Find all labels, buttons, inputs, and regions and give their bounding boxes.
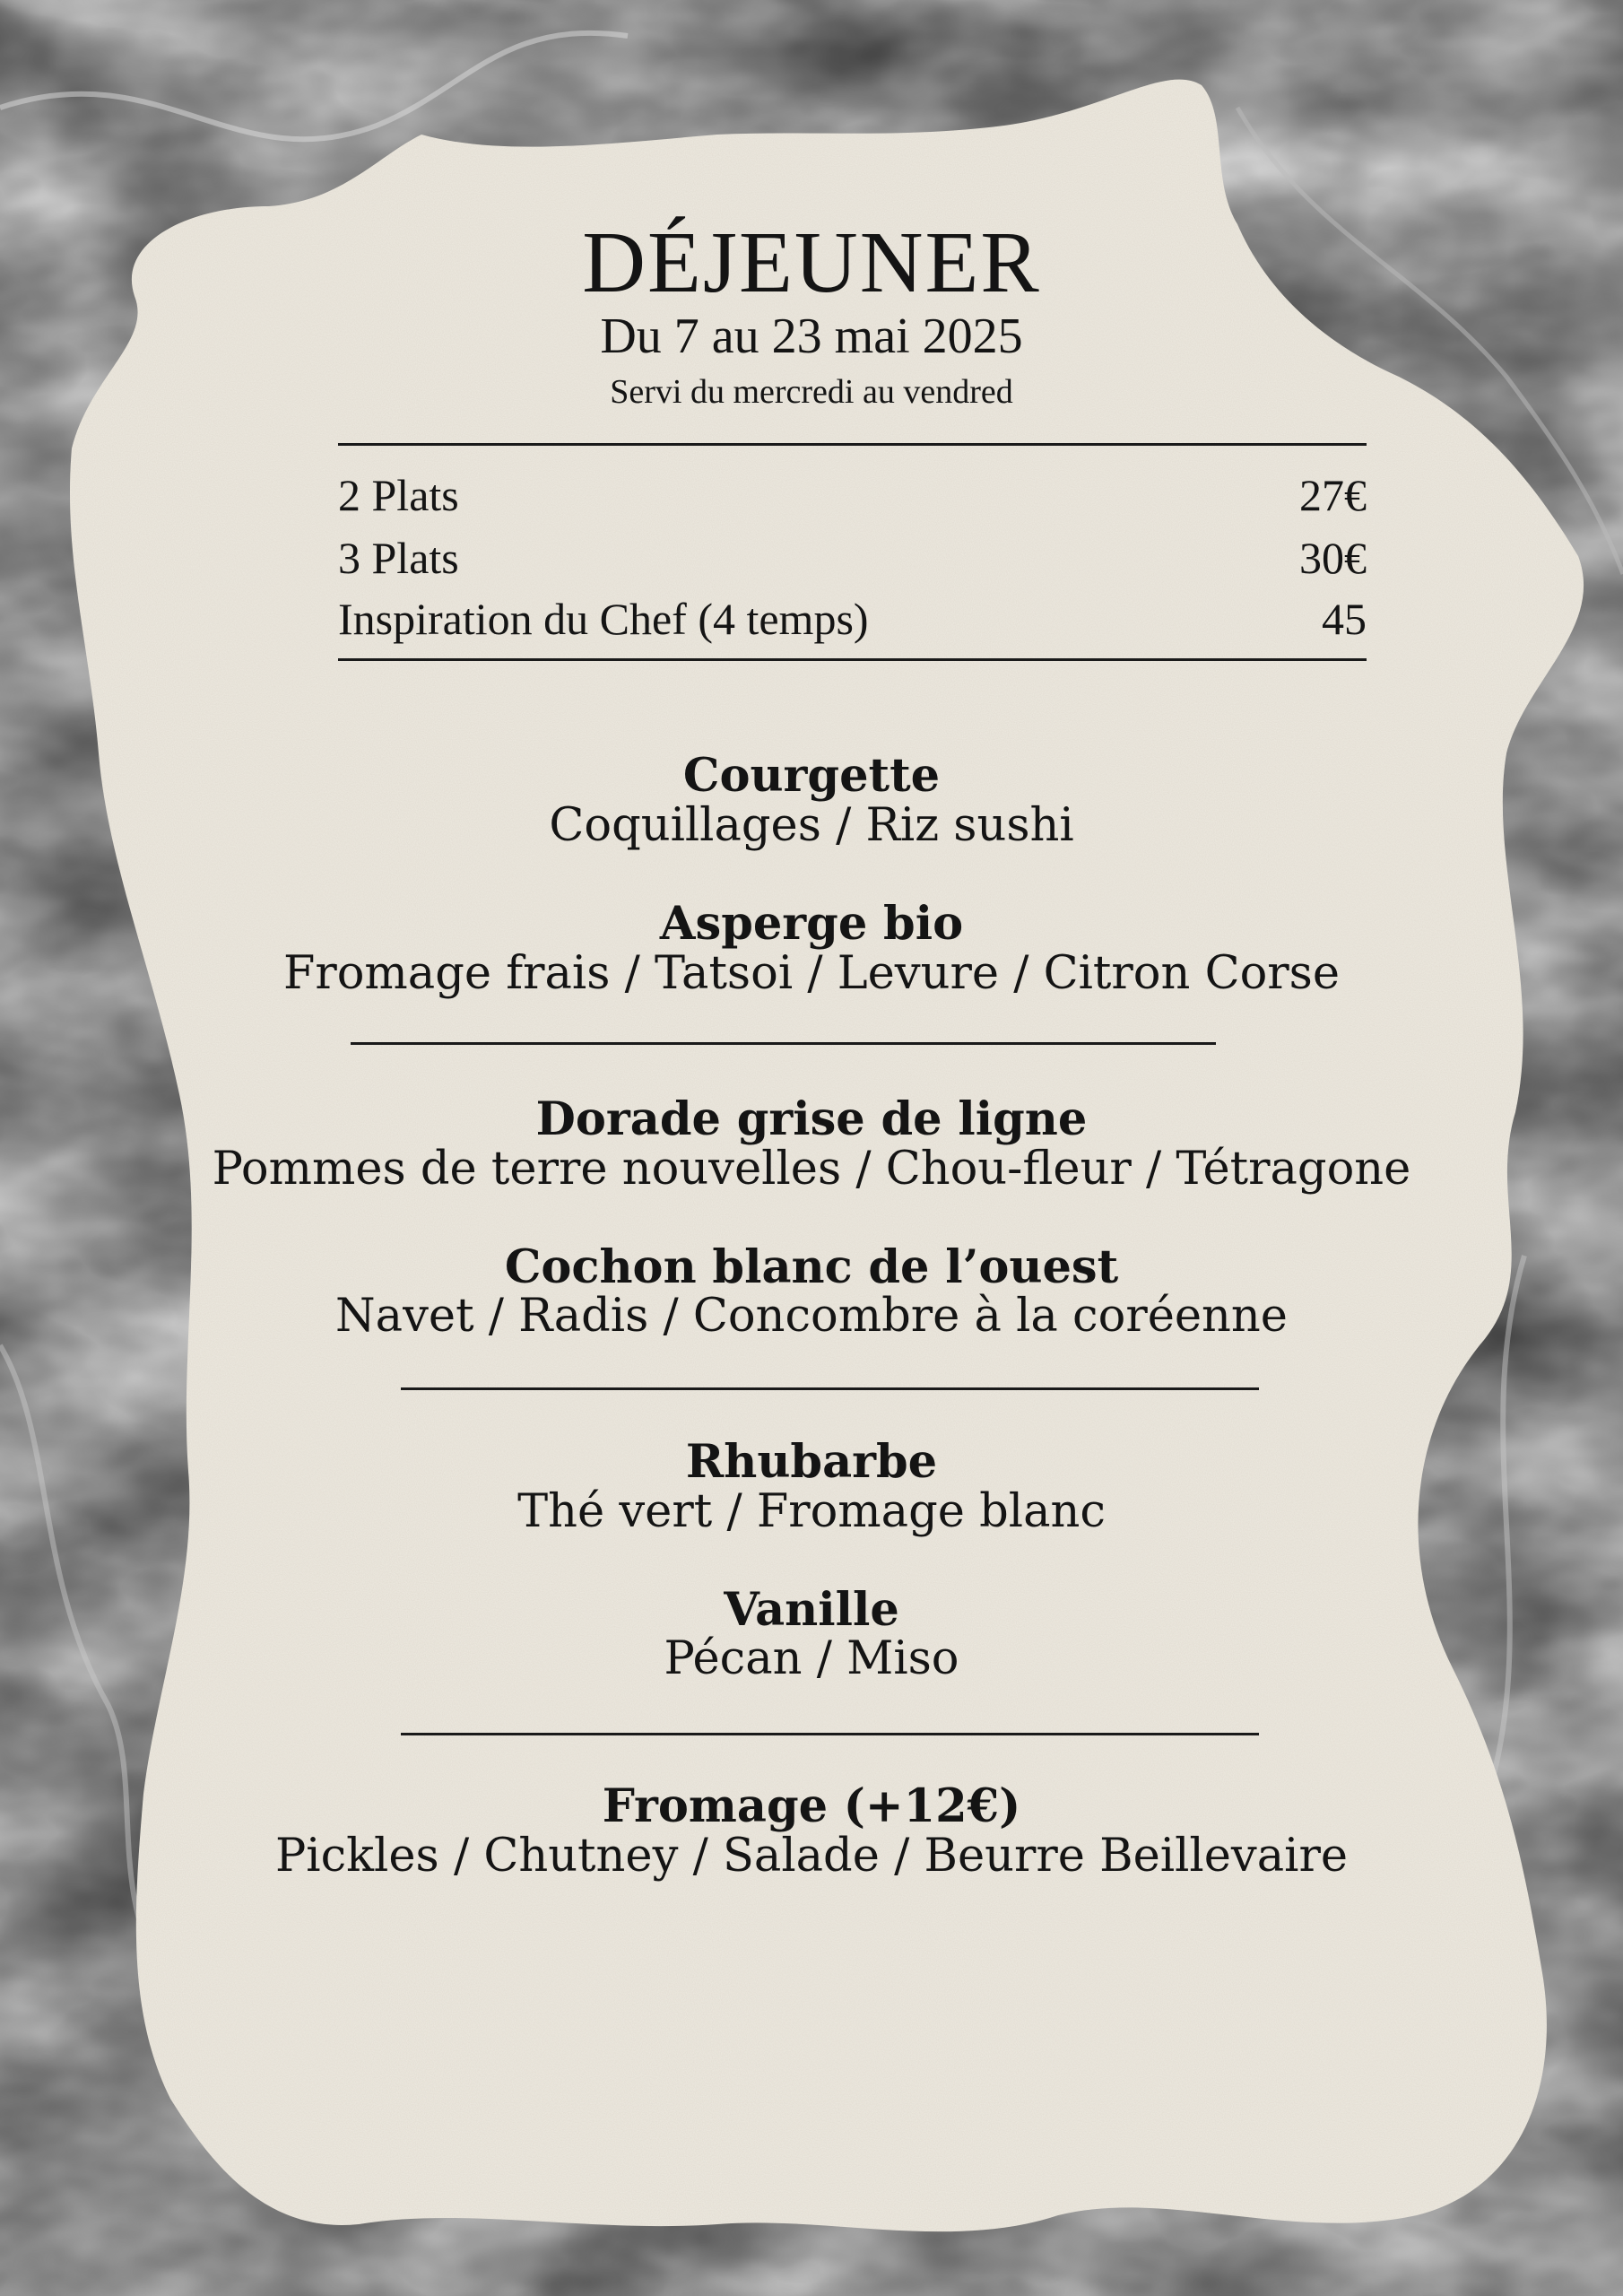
page-title: DÉJEUNER — [582, 214, 1041, 311]
dish-name: Dorade grise de ligne — [535, 1092, 1088, 1146]
dish-description: Coquillages / Riz sushi — [549, 799, 1074, 852]
divider-top — [338, 443, 1367, 446]
dish-name: Vanille — [724, 1583, 899, 1637]
dish-description: Navet / Radis / Concombre à la coréenne — [335, 1290, 1288, 1343]
formula-row — [338, 531, 1367, 585]
formula-price: 27€ — [1299, 470, 1367, 520]
dish-name: Cochon blanc de l’ouest — [504, 1240, 1119, 1294]
dish-description: Thé vert / Fromage blanc — [517, 1485, 1106, 1538]
dish-name: Rhubarbe — [685, 1435, 938, 1489]
menu-dates: Du 7 au 23 mai 2025 — [600, 309, 1023, 364]
dish-name: Asperge bio — [659, 897, 964, 951]
dish-description: Pommes de terre nouvelles / Chou-fleur / Tétragone — [212, 1143, 1411, 1196]
formula-row — [338, 468, 1367, 522]
dish-name: Fromage (+12€) — [602, 1779, 1021, 1833]
service-days: Servi du mercredi au vendred — [610, 373, 1013, 411]
formula-price: 45 — [1322, 594, 1367, 644]
dish-name: Courgette — [682, 749, 941, 803]
dish-description: Pécan / Miso — [664, 1632, 959, 1685]
formula-price: 30€ — [1299, 533, 1367, 583]
divider-course — [401, 1387, 1259, 1390]
divider-prices — [338, 658, 1367, 661]
dish-description: Fromage frais / Tatsoi / Levure / Citron Corse — [282, 947, 1341, 1000]
divider-course — [351, 1042, 1216, 1045]
formula-label: Inspiration du Chef (4 temps) — [338, 594, 869, 644]
dish-description: Pickles / Chutney / Salade / Beurre Beillevaire — [274, 1830, 1349, 1883]
divider-course — [401, 1733, 1259, 1735]
formula-label: 3 Plats — [338, 533, 459, 583]
formula-label: 2 Plats — [338, 470, 459, 520]
formula-row — [338, 592, 1367, 646]
